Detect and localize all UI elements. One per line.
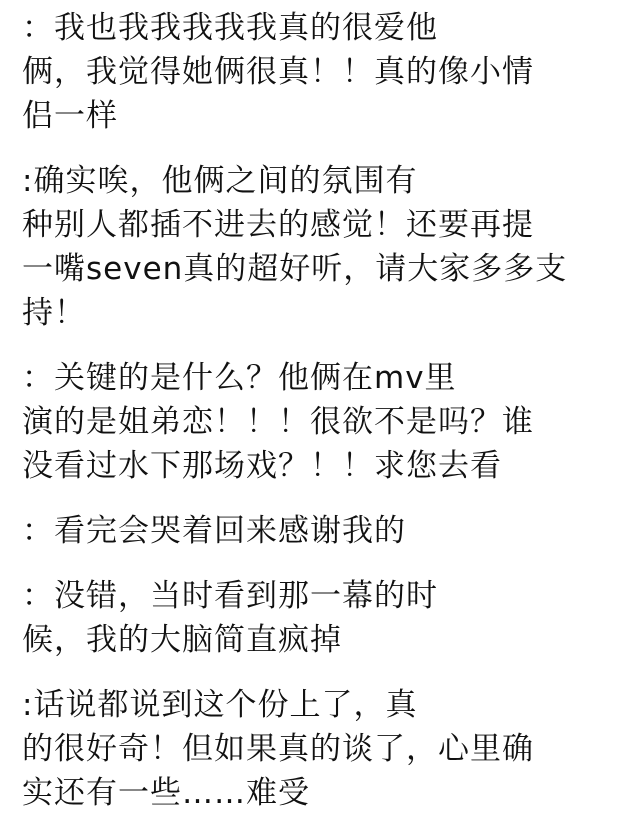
text-line: 演的是姐弟恋！！！很欲不是吗？谁: [22, 404, 534, 440]
paragraph-spacer: [22, 662, 622, 683]
text-line: 俩，我觉得她俩很真！！真的像小情: [22, 54, 534, 90]
comment-paragraph-1: [22, 6, 622, 138]
comment-paragraph-6: [22, 683, 622, 815]
text-line: :话说都说到这个份上了，真: [22, 687, 418, 723]
paragraph-spacer: [22, 138, 622, 159]
comment-paragraph-2: [22, 159, 622, 335]
comment-paragraph-4: [22, 509, 622, 553]
text-line: ：看完会哭着回来感谢我的: [22, 513, 406, 549]
text-line: :确实唉，他俩之间的氛围有: [22, 163, 418, 199]
text-line: ：关键的是什么？他俩在mv里: [22, 360, 457, 396]
comment-paragraph-5: [22, 574, 622, 662]
text-line: ：我也我我我我我真的很爱他: [22, 10, 438, 46]
paragraph-spacer: [22, 488, 622, 509]
text-line: 一嘴seven真的超好听，请大家多多支: [22, 251, 568, 287]
text-line: 没看过水下那场戏？！！求您去看: [22, 448, 502, 484]
comment-paragraph-3: [22, 356, 622, 488]
text-line: 侣一样: [22, 98, 118, 134]
text-line: 实还有一些……难受: [22, 775, 310, 811]
text-line: ：没错，当时看到那一幕的时: [22, 578, 438, 614]
text-line: 种别人都插不进去的感觉！还要再提: [22, 207, 534, 243]
text-line: 的很好奇！但如果真的谈了，心里确: [22, 731, 534, 767]
text-line: 持！: [22, 295, 86, 331]
text-line: 候，我的大脑简直疯掉: [22, 622, 342, 658]
paragraph-spacer: [22, 553, 622, 574]
paragraph-spacer: [22, 335, 622, 356]
